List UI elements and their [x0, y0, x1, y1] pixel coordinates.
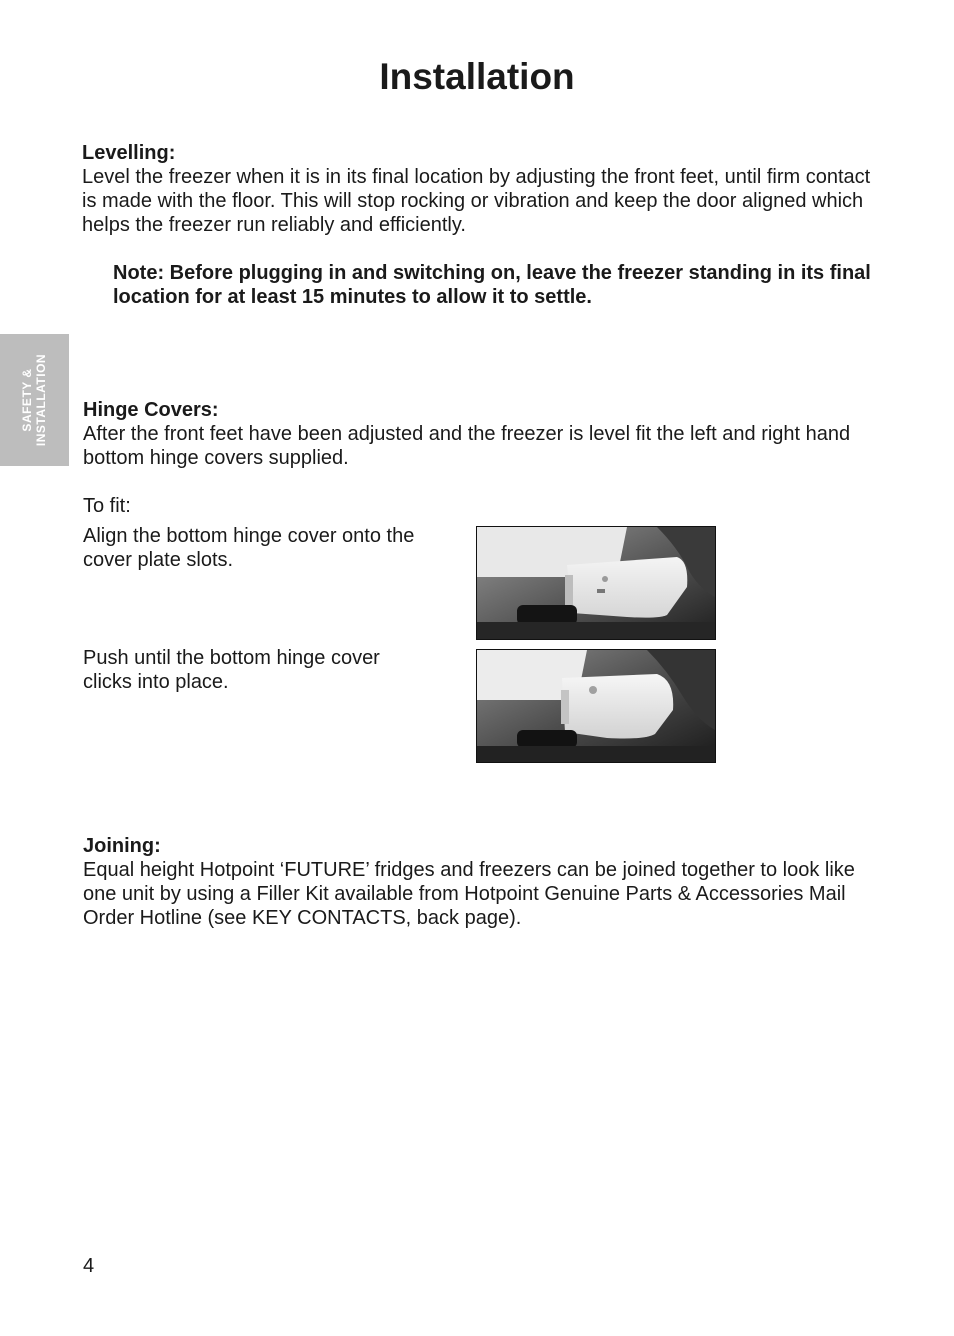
- side-tab-label: SAFETY & INSTALLATION: [20, 353, 48, 447]
- hinge-covers-heading: Hinge Covers:: [83, 399, 219, 421]
- levelling-text: Level the freezer when it is in its final location by adjusting the front feet, until firm contact is made with the floor. This will stop rocking or vibration and keep the door aligned which helps the freezer run reliably and efficiently.: [82, 166, 871, 236]
- joining-section: [83, 834, 873, 930]
- page-number: 4: [83, 1255, 95, 1277]
- page-title: Installation: [379, 56, 575, 97]
- hinge-cover-push-photo: [476, 649, 716, 763]
- joining-heading: Joining:: [83, 835, 161, 857]
- hinge-covers-section: [83, 398, 873, 470]
- step-2-text: Push until the bottom hinge cover clicks into place.: [83, 647, 380, 693]
- levelling-section: [82, 141, 872, 237]
- to-fit-label: To fit:: [83, 495, 131, 517]
- levelling-note: Note: Before plugging in and switching on, leave the freezer standing in its final location for at least 15 minutes to allow it to settle.: [113, 262, 871, 308]
- joining-text: Equal height Hotpoint ‘FUTURE’ fridges and freezers can be joined together to look like one unit by using a Filler Kit available from Hotpoint Genuine Parts & Accessories Mail Order Hotline (see KEY CONTACTS, back page).: [83, 859, 855, 929]
- hinge-cover-align-photo: [476, 526, 716, 640]
- levelling-heading: Levelling:: [82, 142, 176, 164]
- step-1-text: Align the bottom hinge cover onto the cover plate slots.: [83, 525, 415, 571]
- side-tab: [0, 334, 69, 466]
- hinge-covers-text: After the front feet have been adjusted and the freezer is level fit the left and right hand bottom hinge covers supplied.: [83, 423, 851, 469]
